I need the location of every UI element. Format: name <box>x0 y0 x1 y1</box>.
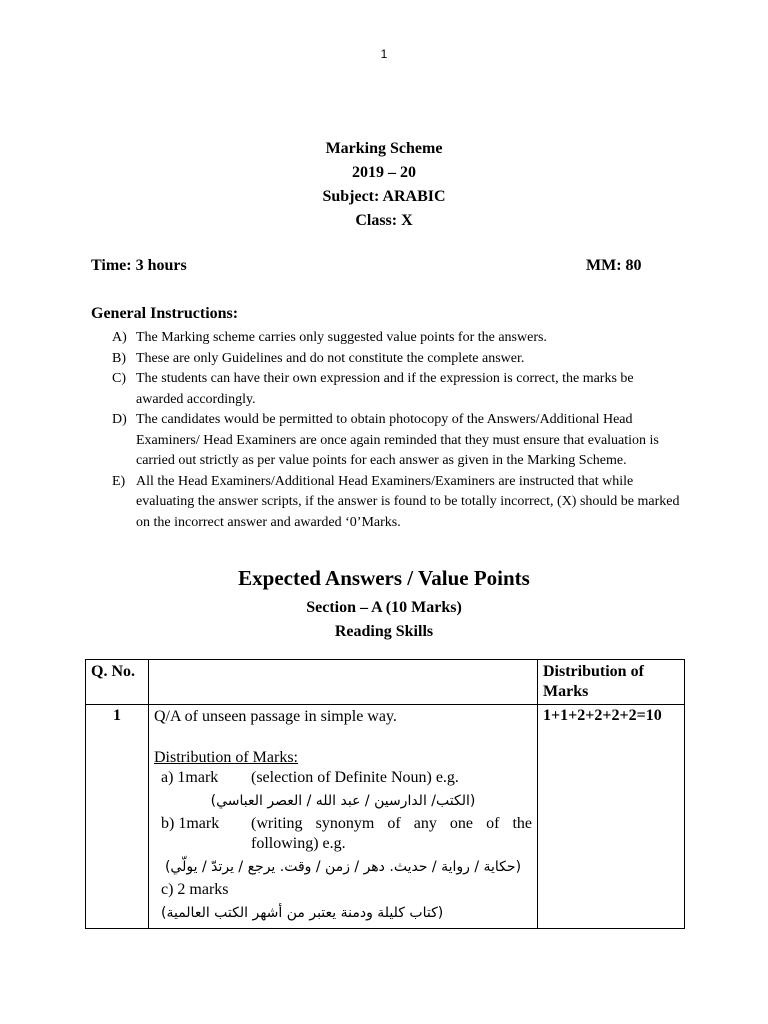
distribution-heading: Distribution of Marks: <box>154 749 298 766</box>
subject: Subject: ARABIC <box>322 188 446 205</box>
arabic-example: (كتاب كليلة ودمنة يعتبر من أشهر الكتب العالمية) <box>161 905 444 921</box>
marking-item <box>154 768 532 788</box>
section-heading: Section – A (10 Marks) <box>306 599 462 616</box>
arabic-example: (الكتب/ الدارسين / عبد الله / العصر العباسي) <box>210 793 476 809</box>
marking-item-label: a) 1mark <box>161 769 219 786</box>
instruction-text: The students can have their own expression and if the expression is correct, the marks be awarded accordingly. <box>136 371 634 407</box>
instruction-letter: E) <box>112 473 126 489</box>
answers-table <box>85 659 685 929</box>
header-qno: Q. No. <box>86 660 149 705</box>
table-row <box>86 705 685 929</box>
marking-item-label: c) 2 marks <box>161 881 229 898</box>
expected-answers-heading: Expected Answers / Value Points <box>238 566 530 590</box>
header-description <box>149 660 538 705</box>
marking-item-desc: (selection of Definite Noun) e.g. <box>251 769 459 786</box>
marks-distribution: 1+1+2+2+2+2=10 <box>538 705 685 929</box>
header-distribution: Distribution of Marks <box>538 660 685 705</box>
instruction-letter: A) <box>112 330 127 345</box>
instruction-text: The candidates would be permitted to obtain photocopy of the Answers/Additional Head Examiners/ Head Examiners are once again reminded that they must ensure that evaluation is carried out strictly as per value points for each answer as given in the Marking Scheme. <box>136 412 659 468</box>
marking-item <box>154 880 532 926</box>
instruction-item <box>112 369 682 410</box>
instruction-item <box>112 328 682 349</box>
max-marks: MM: 80 <box>586 257 642 274</box>
instruction-item <box>112 472 682 534</box>
subsection-heading: Reading Skills <box>334 623 434 640</box>
arabic-example: (حكاية / رواية / حديث. دهر / زمن / وقت. يرجع / يرتدّ / يولّي) <box>164 859 522 875</box>
instruction-text: The Marking scheme carries only suggested value points for the answers. <box>136 330 547 345</box>
general-instructions-list <box>112 328 682 533</box>
instruction-item <box>112 349 682 370</box>
question-number: 1 <box>86 705 149 929</box>
instruction-text: These are only Guidelines and do not constitute the complete answer. <box>136 350 525 366</box>
instruction-item <box>112 410 682 472</box>
general-instructions-heading: General Instructions: <box>91 305 239 322</box>
academic-year: 2019 – 20 <box>352 164 416 181</box>
time-allowed: Time: 3 hours <box>91 257 187 274</box>
table-header-row <box>86 660 685 705</box>
marking-item-desc: (writing synonym of any one of the following) e.g. <box>251 815 532 852</box>
class: Class: X <box>355 212 413 229</box>
marking-item <box>154 814 532 834</box>
document-title-block <box>0 137 768 233</box>
instruction-letter: B) <box>112 350 126 366</box>
instruction-text: All the Head Examiners/Additional Head Examiners/Examiners are instructed that while evaluating the answer scripts, if the answer is found to be totally incorrect, (X) should be marked on the incorrect answer and awarded ‘0’Marks. <box>136 473 680 530</box>
answer-cell <box>149 705 538 929</box>
instruction-letter: C) <box>112 371 126 386</box>
document-title: Marking Scheme <box>325 140 443 157</box>
page-number: 1 <box>380 47 388 61</box>
instruction-letter: D) <box>112 412 127 427</box>
question-description: Q/A of unseen passage in simple way. <box>154 708 397 725</box>
marking-item-label: b) 1mark <box>161 815 220 832</box>
